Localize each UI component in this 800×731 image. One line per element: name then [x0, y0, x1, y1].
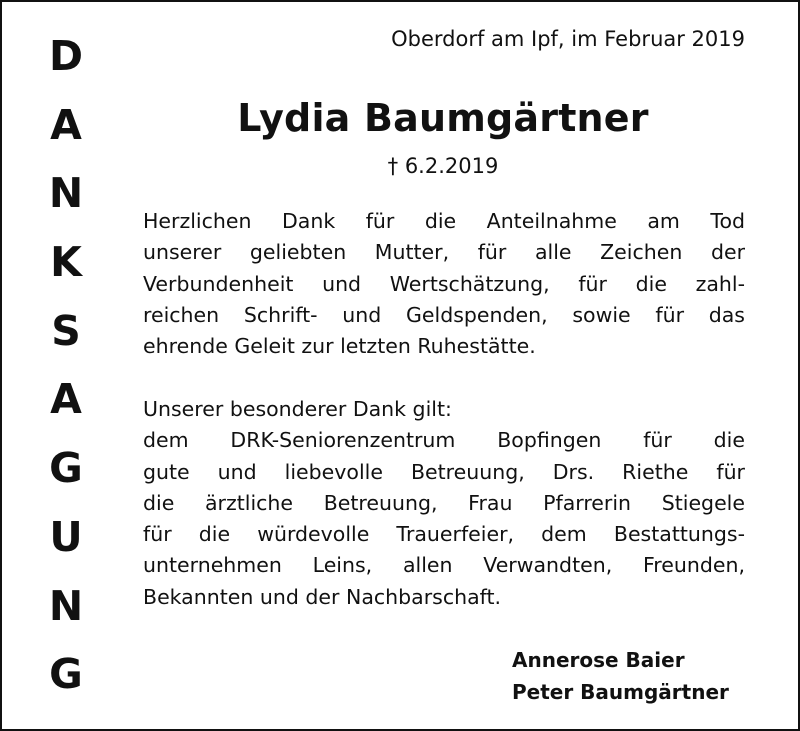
text-line: für die würdevolle Trauerfeier, dem Bestattungs-: [143, 522, 745, 547]
place-date: Oberdorf am Ipf, im Februar 2019: [391, 27, 745, 51]
deceased-name: Lydia Baumgärtner: [237, 96, 649, 140]
special-thanks-paragraph: [143, 394, 745, 613]
heading-letter: N: [48, 581, 84, 630]
signatures: [512, 644, 729, 708]
heading-letter: D: [48, 32, 84, 80]
text-line: Unserer besonderer Dank gilt:: [143, 397, 452, 421]
signature-name: Annerose Baier: [512, 648, 685, 672]
text-line: unternehmen Leins, allen Verwandten, Freunden,: [143, 553, 745, 578]
text-line: ehrende Geleit zur letzten Ruhestätte.: [143, 334, 536, 359]
vertical-heading-danksagung: [40, 22, 92, 709]
text-line: reichen Schrift- und Geldspenden, sowie für das: [143, 302, 745, 327]
text-line: gute und liebevolle Betreuung, Drs. Riethe für: [143, 459, 745, 484]
text-line: Herzlichen Dank für die Anteilnahme am Tod: [143, 209, 745, 233]
text-line: Bekannten und der Nachbarschaft.: [143, 584, 502, 609]
heading-letter: U: [49, 512, 83, 561]
text-line: Verbundenheit und Wertschätzung, für die zahl-: [143, 271, 745, 296]
text-line: unserer geliebten Mutter, für alle Zeichen der: [143, 240, 745, 265]
death-date: † 6.2.2019: [387, 154, 499, 178]
heading-letter: K: [50, 238, 82, 287]
heading-letter: N: [48, 169, 84, 218]
thanks-paragraph: [143, 206, 745, 362]
text-line: dem DRK-Seniorenzentrum Bopfingen für die: [143, 428, 745, 453]
heading-letter: G: [49, 444, 83, 493]
text-line: die ärztliche Betreuung, Frau Pfarrerin Stiegele: [143, 490, 745, 515]
heading-letter: A: [50, 375, 82, 424]
heading-letter: A: [50, 100, 82, 149]
heading-letter: S: [51, 306, 81, 355]
heading-letter: G: [49, 650, 83, 699]
signature-name: Peter Baumgärtner: [512, 680, 729, 704]
